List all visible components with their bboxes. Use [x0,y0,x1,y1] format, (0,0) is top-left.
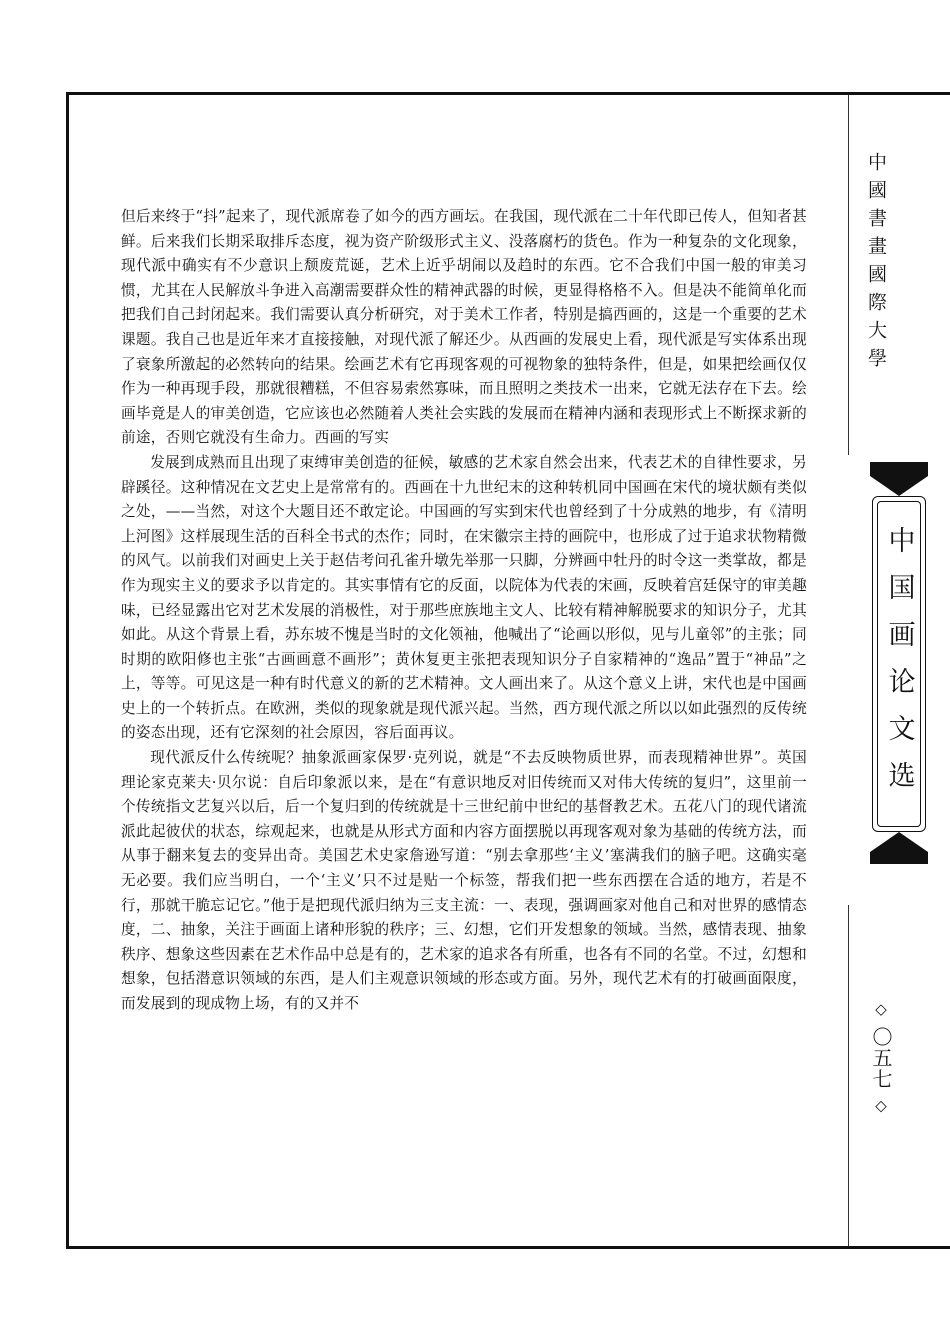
side-column-rule-upper [848,95,849,455]
page-frame-left [66,92,69,1249]
diamond-icon: ◇ [872,1000,890,1019]
page-number-value: 〇五七 [869,1026,893,1090]
page-number [866,1000,896,1116]
title-bar-bottom [870,852,928,864]
title-bar-top [870,462,928,476]
page-frame-top [66,92,950,95]
book-title: 中国画论文选 [883,526,915,808]
paragraph-1: 但后来终于“抖”起来了，现代派席卷了如今的西方画坛。在我国，现代派在二十年代即已传人，但知者甚鲜。后来我们长期采取排斥态度，视为资产阶级形式主义、没落腐朽的货色。作为一种复杂的文化现象，现代派中确实有不少意识上颓废荒诞，艺术上近乎胡闹以及趋时的东西。它不合我们中国一般的审美习惯，尤其在人民解放斗争进入高潮需要群众性的精神武器的时候，更显得格格不入。但是决不能简单化而把我们自己封闭起来。我们需要认真分析研究，对于美术工作者，特别是搞西画的，这是一个重要的艺术课题。我自己也是近年来才直接接触，对现代派了解还少。从西画的发展史上看，现代派是写实体系出现了衰象所激起的必然转向的结果。绘画艺术有它再现客观的可视物象的独特条件，但是，如果把绘画仅仅作为一种再现手段，那就很糟糕，不但容易索然寡味，而且照明之类技术一出来，它就无法存在下去。绘画毕竟是人的审美创造，它应该也必然随着人类社会实践的发展而在精神内涵和表现形式上不断探求新的前途，否则它就没有生命力。西画的写实 [121,208,807,447]
side-column-rule-lower [848,905,849,1246]
body-text [121,205,807,1017]
paragraph-3: 现代派反什么传统呢？抽象派画家保罗·克列说，就是“不去反映物质世界，而表现精神世界”。英国理论家克莱夫·贝尔说：自后印象派以来，是在“有意识地反对旧传统而又对伟大传统的复归”，这里前一个传统指文艺复兴以后，后一个复归到的传统就是十三世纪前中世纪的基督教艺术。五花八门的现代诸流派此起彼伏的状态，综观起来，也就是从形式方面和内容方面摆脱以再现客观对象为基础的传统方法，而从事于翻来复去的变异出奇。美国艺术史家詹逊写道：“别去拿那些‘主义’塞满我们的脑子吧。这确实毫无必要。我们应当明白，一个‘主义’只不过是贴一个标签，帮我们把一些东西摆在合适的地方，若是不行，那就干脆忘记它。”他于是把现代派归纳为三支主流：一、表现，强调画家对他自己和对世界的感情态度，二、抽象，关注于画面上诸种形貌的秩序；三、幻想，它们开发想象的领域。当然，感情表现、抽象秩序、想象这些因素在艺术作品中总是有的，艺术家的追求各有所重，也各有不同的名堂。不过，幻想和想象，包括潜意识领域的东西，是人们主观意识领域的形态或方面。另外，现代艺术有的打破画面限度，而发展到的现成物上场，有的又并不 [121,749,807,1012]
university-name: 中國書畫國際大學 [865,152,887,376]
title-bar-bottom-notch [870,832,928,852]
title-bar-top-notch [870,476,928,496]
page-frame-bottom [66,1246,950,1249]
diamond-icon: ◇ [872,1096,890,1116]
paragraph-2: 发展到成熟而且出现了束缚审美创造的征候，敏感的艺术家自然会出来，代表艺术的自律性要求，另辟蹊径。这种情况在文艺史上是常常有的。西画在十九世纪末的这种转机同中国画在宋代的境状颇有类似之处，——当然，对这个大题目还不敢定论。中国画的写实到宋代也曾经到了十分成熟的地步，有《清明上河图》这样展现生活的百科全书式的杰作；同时，在宋徽宗主持的画院中，也形成了过于追求状物精微的风气。以前我们对画史上关于赵佶考问孔雀升墩先举那一只脚，分辨画中牡丹的时令这一类掌故，都是作为现实主义的要求予以肯定的。其实事情有它的反面，以院体为代表的宋画，反映着宫廷保守的审美趣味，已经显露出它对艺术发展的消极性，对于那些庶族地主文人、比较有精神解脱要求的知识分子，尤其如此。从这个背景上看，苏东坡不愧是当时的文化领袖，他喊出了“论画以形似，见与儿童邻”的主张；同时期的欧阳修也主张“古画画意不画形”；黄休复更主张把表现知识分子自家精神的“逸品”置于“神品”之上，等等。可见这是一种有时代意义的新的艺术精神。文人画出来了。从这个意义上讲，宋代也是中国画史上的一个转折点。在欧洲，类似的现象就是现代派兴起。当然，西方现代派之所以以如此强烈的反传统的姿态出现，还有它深刻的社会原因，容后面再议。 [121,453,807,742]
